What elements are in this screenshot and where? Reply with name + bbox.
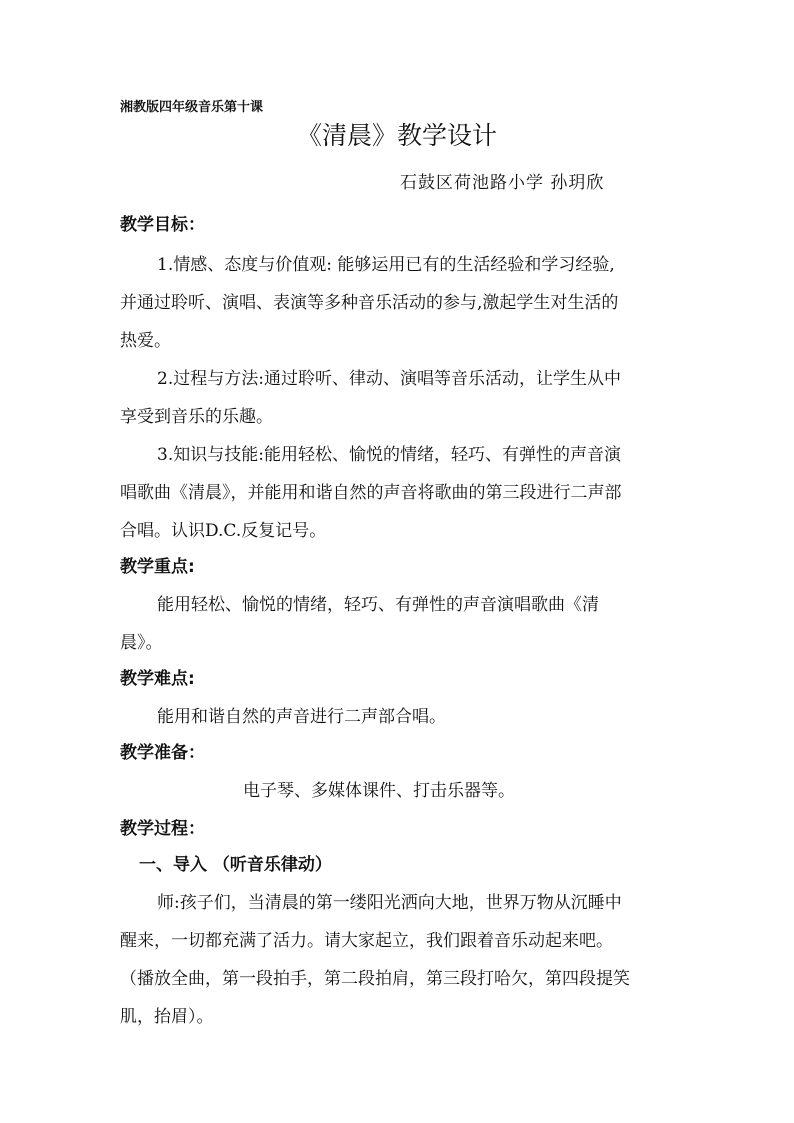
course-label: 湘教版四年级音乐第十课: [120, 100, 264, 115]
objectives-heading: 教学目标：: [120, 215, 205, 235]
preparation-heading: 教学准备：: [120, 743, 205, 763]
key-points-line-1: 能用轻松、愉悦的情绪，轻巧、有弹性的声音演唱歌曲《清: [157, 595, 599, 615]
key-points-line-2: 晨》。: [120, 633, 163, 653]
process-line-4: 肌，抬眉）。: [120, 1007, 214, 1027]
objective-3-line-1: 3.知识与技能:能用轻松、愉悦的情绪，轻巧、有弹性的声音演: [157, 445, 621, 465]
process-heading: 教学过程：: [120, 819, 205, 839]
objective-2-line-1: 2.过程与方法:通过聆听、律动、演唱等音乐活动，让学生从中: [157, 369, 621, 389]
difficulties-heading: 教学难点:: [120, 669, 195, 689]
key-points-heading: 教学重点:: [120, 557, 195, 577]
preparation-line-1: 电子琴、多媒体课件、打击乐器等。: [243, 781, 515, 801]
process-line-3: （播放全曲，第一段拍手，第二段拍肩，第三段打哈欠，第四段提笑: [120, 969, 630, 989]
objective-1-line-2: 并通过聆听、演唱、表演等多种音乐活动的参与,激起学生对生活的: [120, 293, 619, 313]
objective-1-line-3: 热爱。: [120, 331, 171, 351]
difficulties-line-1: 能用和谐自然的声音进行二声部合唱。: [157, 707, 446, 727]
objective-2-line-2: 享受到音乐的乐趣。: [120, 407, 273, 427]
process-step-1-title: 一、导入 （听音乐律动）: [139, 855, 332, 875]
document-title: 《清晨》教学设计: [296, 121, 497, 150]
author-line: 石鼓区荷池路小学 孙玥欣: [400, 173, 605, 193]
process-line-1: 师:孩子们，当清晨的第一缕阳光洒向大地，世界万物从沉睡中: [157, 893, 622, 913]
objective-3-line-2: 唱歌曲《清晨》，并能用和谐自然的声音将歌曲的第三段进行二声部: [120, 483, 622, 503]
process-line-2: 醒来，一切都充满了活力。请大家起立，我们跟着音乐动起来吧。: [120, 931, 613, 951]
objective-3-line-3: 合唱。认识D.C.反复记号。: [120, 521, 327, 541]
objective-1-line-1: 1.情感、态度与价值观: 能够运用已有的生活经验和学习经验,: [157, 255, 615, 275]
